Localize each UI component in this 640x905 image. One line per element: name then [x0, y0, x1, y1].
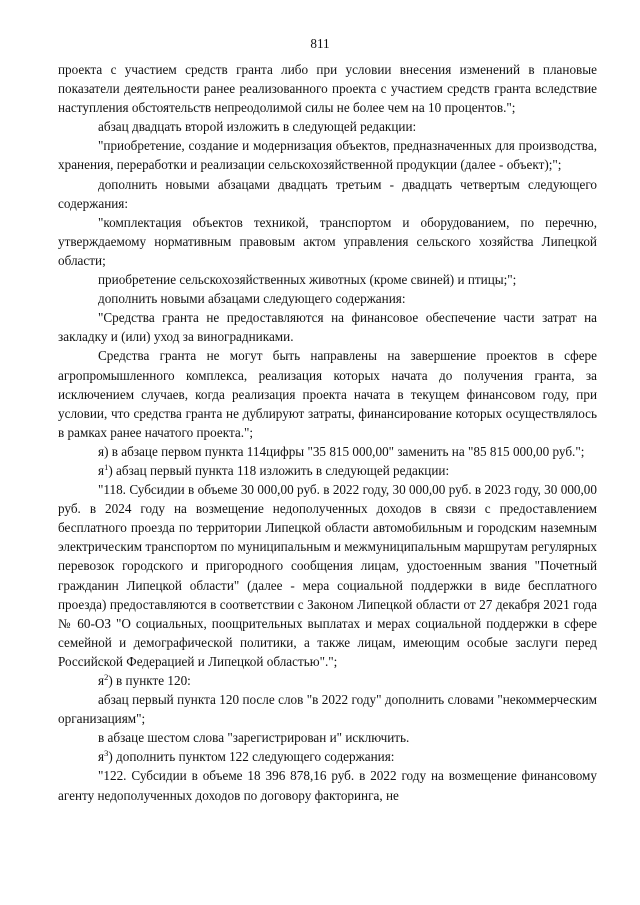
paragraph-add-new-abzacy: дополнить новыми абзацами следующего содержания: [98, 291, 406, 307]
paragraph-point-120-abzac-1: абзац первый пункта 120 после слов "в 2022 году" дополнить словами "некоммерческим организациям"; [58, 692, 597, 727]
paragraph-equipment: "комплектация объектов техникой, транспортом и оборудованием, по перечню, утверждаемому нормативным правовым актом управления сельского хозяйства Липецкой области; [58, 214, 597, 268]
document-body [58, 60, 597, 805]
item-superscript: 1 [104, 461, 109, 472]
item-prefix: я [98, 462, 105, 478]
paragraph-abzac-6: в абзаце шестом слова "зарегистрирован и" исключить. [98, 730, 410, 746]
item-text: ) абзац первый пункта 118 изложить в следующей редакции: [108, 462, 450, 478]
item-superscript: 3 [104, 748, 109, 759]
item-text: ) дополнить пунктом 122 следующего содержания: [108, 749, 395, 765]
paragraph-vineyards: "Средства гранта не предоставляются на финансовое обеспечение части затрат на закладку и (или) уход за виноградниками. [58, 310, 597, 345]
item-prefix: я [98, 749, 105, 765]
page-number: 811 [310, 36, 330, 51]
paragraph-item-ya1 [58, 461, 597, 480]
paragraph-item-ya2 [58, 671, 597, 690]
paragraph-item-ya: я) в абзаце первом пункта 114цифры "35 815 000,00" заменить на "85 815 000,00 руб."; [98, 443, 585, 459]
paragraph-add-abzacy-23-24: дополнить новыми абзацами двадцать третьим - двадцать четвертым следующего содержания: [58, 176, 597, 211]
paragraph-item-ya3 [58, 747, 597, 766]
item-prefix: я [98, 673, 105, 688]
paragraph-amend-abzac-22: абзац двадцать второй изложить в следующей редакции: [98, 119, 417, 135]
paragraph-animals: приобретение сельскохозяйственных животных (кроме свиней) и птицы;"; [98, 272, 517, 288]
paragraph-point-118: "118. Субсидии в объеме 30 000,00 руб. в 2022 году, 30 000,00 руб. в 2023 году, 30 000,00 руб. в 2024 году на возмещение недополученных доходов в связи с предоставлением бесплатного проезда по территории Липецкой области автомобильным и городским наземным электрическим транспортом по муниципальным и межмуниципальным маршрутам регулярных перевозок городского и пригородного сообщения лицам, удостоенным звания "Почетный гражданин Липецкой области" (далее - мера социальной поддержки в виде бесплатного проезда) предоставляются в соответствии с Законом Липецкой области от 27 декабря 2021 года № 60-ОЗ "О социальных, поощрительных выплатах и мерах социальной поддержки в сфере семейной и демографической политики, а также лицам, имеющим особые заслуги перед Российской Федерацией и Липецкой областью"."; [58, 482, 597, 669]
paragraph-grant-restriction: Средства гранта не могут быть направлены на завершение проектов в сфере агропромышленного комплекса, реализация которых начата до получения гранта, за исключением случаев, когда реализация проекта начата в текущем финансовом году, при условии, что средства гранта не дублируют затраты, финансирование которых осуществлялось в рамках ранее начатого проекта."; [58, 348, 597, 440]
paragraph-acquisition-objects: "приобретение, создание и модернизация объектов, предназначенных для производства, хранения, переработки и реализации сельскохозяйственной продукции (далее - объект);"; [58, 138, 597, 173]
item-superscript: 2 [104, 672, 109, 682]
paragraph-continuation: проекта с участием средств гранта либо при условии внесения изменений в плановые показатели деятельности ранее реализованного проекта с участием средств гранта вследствие наступления обстоятельств непреодолимой силы не более чем на 10 процентов."; [58, 62, 597, 116]
paragraph-point-122: "122. Субсидии в объеме 18 396 878,16 руб. в 2022 году на возмещение финансовому агенту недополученных доходов по договору факторинга, не [58, 768, 597, 803]
item-text: ) в пункте 120: [108, 673, 191, 688]
